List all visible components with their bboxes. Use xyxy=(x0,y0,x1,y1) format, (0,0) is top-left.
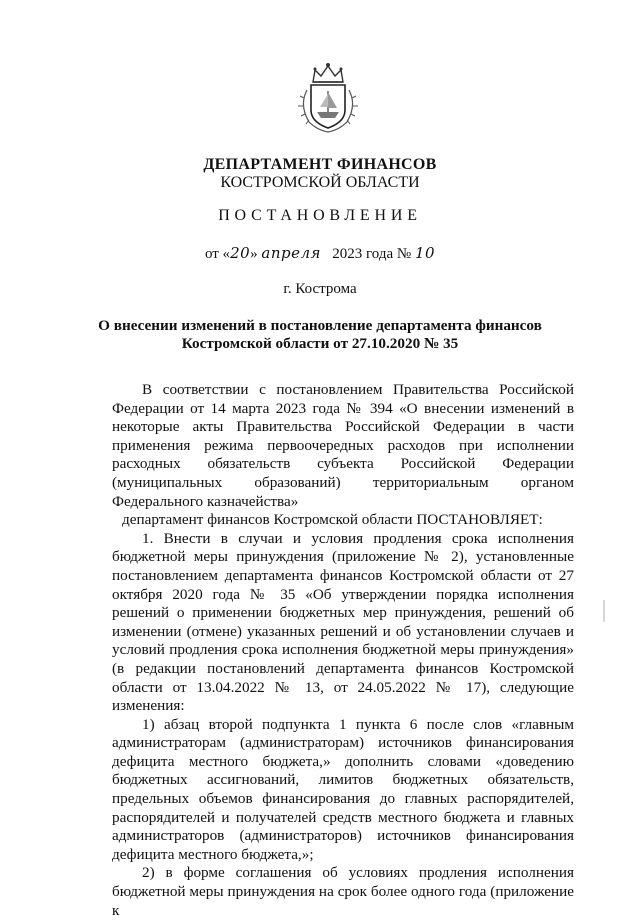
document-body xyxy=(112,381,574,920)
document-subject xyxy=(0,317,640,353)
item-1-paragraph: 1. Внести в случаи и условия продления срока исполнения бюджетной меры принуждения (приложение № 2), установленные постановлением департамента финансов Костромской области от 27 октября 2020 года № 35 «Об утверждении порядка исполнения решений о применении бюджетных мер принуждения, решений об изменении (отмене) указанных решений и об установлении случаев и условий продления срока исполнения бюджетной меры принуждения» (в редакции постановлений департамента финансов Костромской области от 13.04.2022 № 13, от 24.05.2022 № 17), следующие изменения: xyxy=(112,529,574,715)
subject-line-1: О внесении изменений в постановление департамента финансов xyxy=(98,317,542,334)
handwritten-number: 10 xyxy=(414,244,436,262)
decree-line: департамент финансов Костромской области ПОСТАНОВЛЯЕТ: xyxy=(122,511,543,529)
kostroma-coat-of-arms-icon xyxy=(295,60,361,134)
subitem-2-paragraph: 2) в форме соглашения об условиях продления исполнения бюджетной меры принуждения на срок более одного года (приложение к xyxy=(112,864,574,919)
document-city: г. Кострома xyxy=(283,281,357,297)
preamble-paragraph: В соответствии с постановлением Правительства Российской Федерации от 14 марта 2023 года № 394 «О внесении изменений в некоторые акты Правительства Российской Федерации в части применения режима первоочередных расходов при исполнении расходных обязательств субъекта Российской Федерации (муниципальных образований) территориальным органом Федерального казначейства» xyxy=(112,381,574,510)
subitem-1-paragraph: 1) абзац второй подпункта 1 пункта 6 после слов «главным администраторам (администраторам) источников финансирования дефицита местного бюджета,» дополнить словами «доведению бюджетных ассигнований, лимитов бюджетных обязательств, предельных объемов финансирования до главных распорядителей, распорядителей и получателей средств местного бюджета и главных администраторов (администраторов) источников финансирования дефицита местного бюджета,»; xyxy=(112,715,574,863)
scan-edge-mark xyxy=(603,600,605,622)
document-date-line xyxy=(0,244,640,263)
date-prefix: от « xyxy=(204,246,231,262)
subject-line-2: Костромской области от 27.10.2020 № 35 xyxy=(181,335,459,352)
handwritten-month: апреля xyxy=(261,244,321,262)
date-year-text: 2023 года № xyxy=(332,246,412,262)
date-middle: » xyxy=(250,246,262,262)
document-type-title: ПОСТАНОВЛЕНИЕ xyxy=(218,207,422,224)
handwritten-day: 20 xyxy=(230,244,251,262)
department-region: КОСТРОМСКОЙ ОБЛАСТИ xyxy=(220,174,420,191)
department-name: ДЕПАРТАМЕНТ ФИНАНСОВ xyxy=(203,156,437,173)
